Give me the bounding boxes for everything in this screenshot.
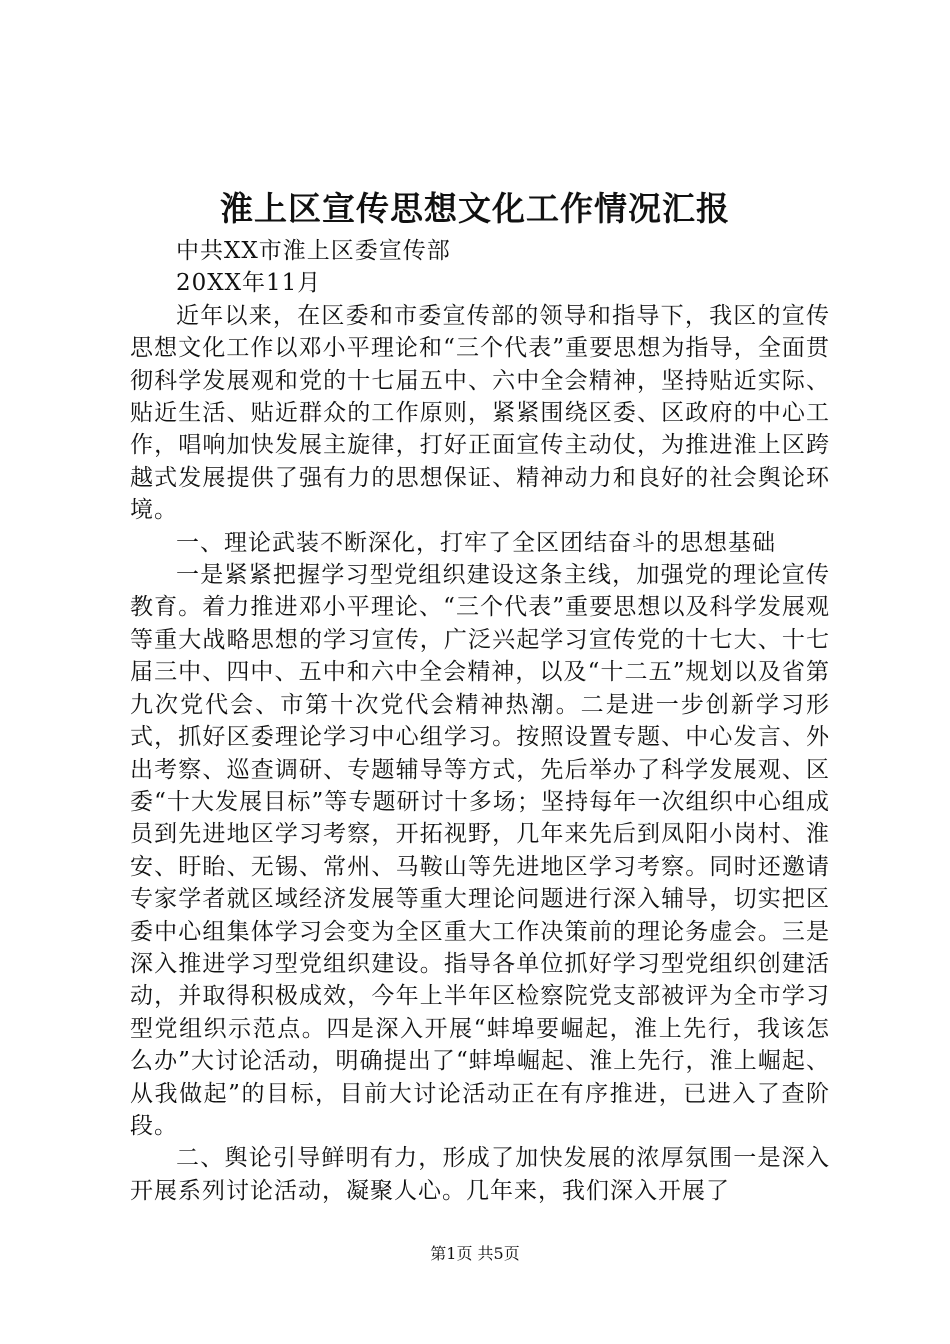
- document-body: [130, 235, 830, 1207]
- document-author: 中共XX市淮上区委宣传部: [176, 238, 451, 264]
- document-title: 淮上区宣传思想文化工作情况汇报: [220, 189, 730, 228]
- section-heading-1: 一、理论武装不断深化，打牢了全区团结奋斗的思想基础: [176, 529, 776, 556]
- page-number-footer: 第1页 共5页: [430, 1244, 520, 1263]
- paragraph-section-1: 一是紧紧把握学习型党组织建设这条主线，加强党的理论宣传教育。着力推进邓小平理论、“三个代表”重要思想以及科学发展观等重大战略思想的学习宣传，广泛兴起学习宣传党的十七大、十七届三中、四中、五中和六中全会精神，以及“十二五”规划以及省第九次党代会、市第十次党代会精神热潮。二是进一步创新学习形式，抓好区委理论学习中心组学习。按照设置专题、中心发言、外出考察、巡查调研、专题辅导等方式，先后举办了科学发展观、区委“十大发展目标”等专题研讨十多场；坚持每年一次组织中心组成员到先进地区学习考察，开拓视野，几年来先后到凤阳小岗村、淮安、盱眙、无锡、常州、马鞍山等先进地区学习考察。同时还邀请专家学者就区域经济发展等重大理论问题进行深入辅导，切实把区委中心组集体学习会变为全区重大工作决策前的理论务虚会。三是深入推进学习型党组织建设。指导各单位抓好学习型党组织创建活动，并取得积极成效，今年上半年区检察院党支部被评为全市学习型党组织示范点。四是深入开展“蚌埠要崛起，淮上先行，我该怎么办”大讨论活动，明确提出了“蚌埠崛起、淮上先行，淮上崛起、从我做起”的目标，目前大讨论活动正在有序推进，已进入了查阶段。: [130, 562, 830, 1139]
- paragraph-section-2: 二、舆论引导鲜明有力，形成了加快发展的浓厚氛围一是深入开展系列讨论活动，凝聚人心。几年来，我们深入开展了: [130, 1145, 830, 1204]
- document-date: 20XX年11月: [176, 270, 322, 297]
- paragraph-intro: 近年以来，在区委和市委宣传部的领导和指导下，我区的宣传思想文化工作以邓小平理论和“三个代表”重要思想为指导，全面贯彻科学发展观和党的十七届五中、六中全会精神，坚持贴近实际、贴近生活、贴近群众的工作原则，紧紧围绕区委、区政府的中心工作，唱响加快发展主旋律，打好正面宣传主动仗，为推进淮上区跨越式发展提供了强有力的思想保证、精神动力和良好的社会舆论环境。: [130, 302, 830, 524]
